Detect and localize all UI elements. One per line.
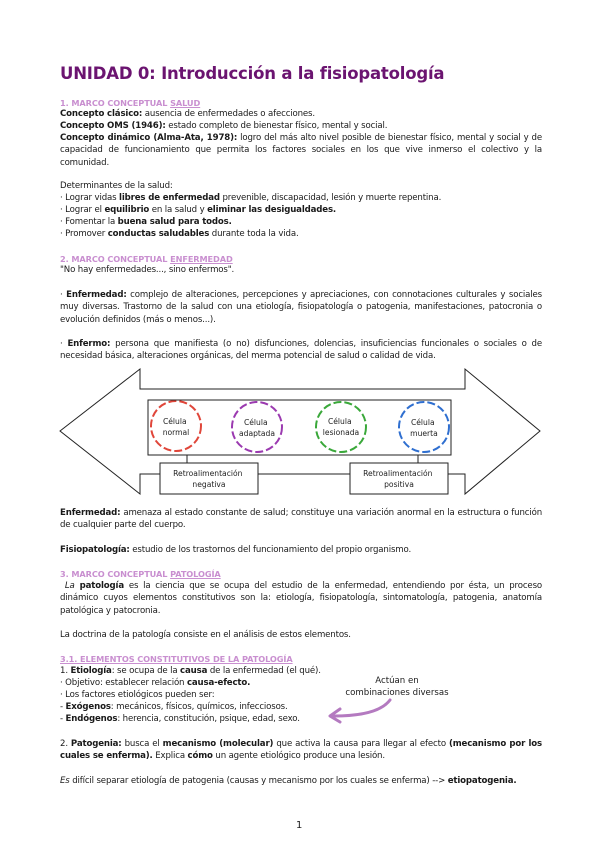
- heading-prefix: 1. MARCO CONCEPTUAL: [60, 98, 171, 108]
- objective-line: [60, 677, 542, 689]
- cell-adapted-label: [239, 418, 275, 438]
- text: prevenible, discapacidad, lesión y muerte repentina.: [219, 193, 442, 203]
- determinants-heading: Determinantes de la salud:: [60, 181, 173, 191]
- section-heading-patologia: [60, 569, 221, 579]
- text: · Promover: [60, 229, 108, 239]
- label-line-1: Retroalimentación: [173, 469, 243, 478]
- etiologia-item: [60, 665, 542, 677]
- concept-oms: [60, 120, 542, 132]
- emphasis: eliminar las desigualdades.: [207, 205, 337, 215]
- term: Patogenia:: [70, 739, 122, 749]
- text: : mecánicos, físicos, químicos, infecciosos.: [110, 702, 288, 712]
- page-title: UNIDAD 0: Introducción a la fisiopatología: [60, 64, 445, 83]
- label-line-2: muerta: [410, 429, 438, 438]
- def-patologia: [60, 580, 542, 617]
- heading-prefix: 3. MARCO CONCEPTUAL: [60, 569, 171, 579]
- section-heading-salud: [60, 98, 200, 108]
- text: · Lograr el: [60, 205, 105, 215]
- determinant-item: [60, 204, 542, 216]
- label-line-2: normal: [162, 428, 190, 437]
- emphasis: buena salud para todos.: [117, 217, 232, 227]
- factors-line: · Los factores etiológicos pueden ser:: [60, 690, 215, 700]
- definition: amenaza al estado constante de salud; constituye una variación anormal en la estructura o función de cualquier parte del cuerpo.: [60, 508, 542, 531]
- label-line-2: lesionada: [322, 428, 360, 437]
- text: ·: [60, 339, 68, 349]
- term: Fisiopatología:: [60, 545, 130, 555]
- term: etiopatogenia.: [447, 776, 517, 786]
- text: -: [60, 702, 66, 712]
- term: Concepto clásico:: [60, 109, 143, 119]
- text: un agente etiológico produce una lesión.: [212, 751, 385, 762]
- exogenous-line: [60, 701, 542, 713]
- label-line-1: Célula: [243, 418, 268, 427]
- number: 1.: [60, 666, 71, 676]
- determinant-item: [60, 228, 542, 240]
- quote: "No hay enfermedades..., sino enfermos".: [60, 265, 235, 275]
- label-line-2: positiva: [384, 480, 414, 489]
- definition: ausencia de enfermedades o afecciones.: [142, 109, 315, 119]
- cell-normal-circle: [151, 401, 201, 451]
- heading-keyword: ENFERMEDAD: [170, 254, 233, 264]
- term: Etiología: [70, 666, 112, 676]
- definition: logro del más alto nivel posible de bienestar físico, mental y social y de capacidad de funcionamiento que permita los factores sociales en los que vive inmerso el colectivo y la comunidad.: [60, 133, 542, 168]
- endogenous-line: [60, 713, 542, 725]
- term: Endógenos: [65, 714, 118, 724]
- text: · Fomentar la: [60, 217, 118, 227]
- text: ·: [60, 290, 67, 300]
- definition: estudio de los trastornos del funcionamiento del propio organismo.: [129, 545, 412, 555]
- italic-text: Es: [60, 776, 70, 786]
- text: durante toda la vida.: [209, 229, 299, 239]
- cell-adapted-circle: [232, 402, 282, 452]
- subsection-heading: [60, 654, 293, 664]
- cell-normal-label: [163, 417, 190, 437]
- term: Enfermo:: [67, 339, 111, 349]
- definition: persona que manifiesta (o no) disfunciones, dolencias, insuficiencias funcionales o sociales o de necesidad básica, alteraciones orgánicas, del merma potencial de salud o calidad de vida.: [60, 339, 542, 362]
- term: patología: [74, 581, 125, 591]
- text: difícil separar etiología de patogenia (causas y mecanismo por los cuales se enferma) -->: [69, 776, 448, 786]
- text: que activa la causa para llegar al efecto: [273, 739, 449, 749]
- emphasis: (mecanismo por los cuales se enferma).: [60, 739, 543, 762]
- heading-keyword: SALUD: [170, 98, 201, 108]
- label-line-1: Célula: [327, 417, 352, 426]
- definition: complejo de alteraciones, percepciones y apreciaciones, con connotaciones culturales y sociales muy diversas. Trastorno de la salud con una etiología, fisiopatología o patogenia, manifestaciones, patocronia o evolución definidos (más o menos...).: [60, 290, 542, 325]
- text: -: [60, 714, 66, 724]
- cell-injured-circle: [316, 402, 366, 452]
- text: : se ocupa de la: [111, 666, 181, 676]
- label-line-1: Célula: [162, 417, 187, 426]
- feedback-negative-box: [160, 463, 258, 494]
- label-line-2: negativa: [192, 480, 226, 489]
- page-number: 1: [296, 820, 303, 831]
- label-line-2: adaptada: [238, 429, 276, 438]
- def-enfermedad-2: [60, 507, 542, 532]
- term: Enfermedad:: [66, 290, 127, 300]
- emphasis: mecanismo (molecular): [162, 739, 274, 749]
- subsection-title: 3.1. ELEMENTOS CONSTITUTIVOS DE LA PATOLOGÍA: [60, 654, 293, 664]
- cell-dead-label: [410, 418, 438, 438]
- text: · Lograr vidas: [60, 193, 120, 203]
- etiopatogenia-note: [60, 775, 542, 787]
- text: : herencia, constitución, psique, edad, sexo.: [117, 714, 300, 724]
- side-note: Actúan en combinaciones diversas: [345, 676, 449, 698]
- feedback-positive-box: [350, 463, 448, 494]
- text: · Objetivo: establecer relación: [60, 678, 187, 688]
- number: 2.: [60, 739, 71, 749]
- heading-prefix: 2. MARCO CONCEPTUAL: [60, 254, 171, 264]
- emphasis: cómo: [187, 751, 213, 762]
- emphasis: equilibrio: [104, 205, 150, 215]
- term: Concepto dinámico (Alma-Ata, 1978):: [60, 133, 238, 143]
- label-line-1: Retroalimentación: [363, 469, 433, 478]
- heading-keyword: PATOLOGÍA: [170, 569, 221, 579]
- label-line-1: Célula: [410, 418, 435, 427]
- determinant-item: [60, 192, 542, 204]
- term: Concepto OMS (1946):: [60, 121, 166, 131]
- def-enfermedad: [60, 289, 542, 326]
- determinant-item: [60, 216, 542, 228]
- text: Explica: [152, 751, 188, 762]
- text: en la salud y: [149, 205, 208, 215]
- italic-text: La: [64, 581, 75, 591]
- emphasis: causa-efecto.: [186, 678, 251, 688]
- section-heading-enfermedad: [60, 254, 233, 264]
- emphasis: libres de enfermedad: [119, 193, 220, 203]
- concept-dynamic: [60, 132, 542, 169]
- cell-state-diagram: [0, 360, 600, 510]
- emphasis: conductas saludables: [107, 229, 210, 239]
- patogenia-item: [60, 738, 542, 763]
- emphasis: causa: [180, 666, 208, 676]
- def-fisiopatologia: [60, 544, 542, 556]
- text: de la enfermedad (el qué).: [207, 666, 321, 676]
- cell-injured-label: [323, 417, 359, 437]
- curved-arrow-icon: [320, 694, 400, 726]
- concept-classic: [60, 108, 542, 120]
- definition: estado completo de bienestar físico, mental y social.: [165, 121, 388, 131]
- definition: es la ciencia que se ocupa del estudio de la enfermedad, entendiendo por ésta, un proceso dinámico cuyos elementos constitutivos son la: etiología, fisiopatología, sintomatología, patogenia, anatomía patológica y patocronia.: [60, 581, 542, 616]
- double-arrow-outline: [60, 369, 540, 494]
- text: busca el: [121, 739, 163, 749]
- doctrine-text: La doctrina de la patología consiste en el análisis de estos elementos.: [60, 630, 351, 640]
- term: Exógenos: [65, 702, 111, 712]
- cell-dead-circle: [399, 402, 449, 452]
- term: Enfermedad:: [60, 508, 121, 518]
